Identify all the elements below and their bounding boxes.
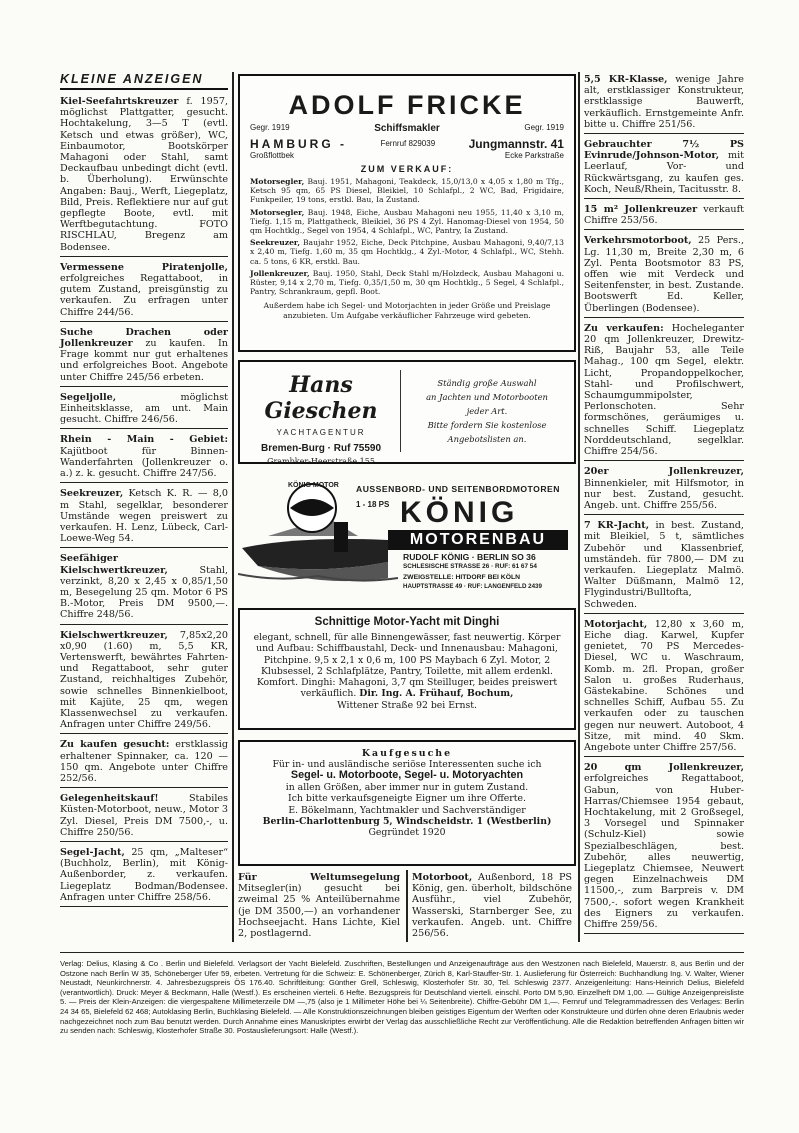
column-divider [406, 870, 408, 942]
classified-ad [60, 551, 228, 624]
column-left [60, 72, 228, 910]
section-title: KLEINE ANZEIGEN [60, 72, 228, 90]
classified-ad [60, 628, 228, 735]
fricke-item-heading: Jollenkreuzer, [250, 268, 310, 278]
column-divider [578, 72, 580, 942]
column-divider [232, 72, 234, 942]
classified-ad [60, 94, 228, 257]
classified-ad [584, 202, 744, 230]
fricke-phone: Fernruf 829039 [380, 139, 436, 148]
fricke-item-text: Bauj. 1948, Eiche, Ausbau Mahagoni neu 1955, 11,40 x 3,10 m, Tiefg. 1,15 m, Plattgatheck, Bleikiel, 36 PS 4 Zyl. Hanomag-Diesel von 1954, 50 qm Hochtklg., Segel von 1954, 4 Schlafpl., WC, Pantry, Ia Zustand. [250, 207, 564, 236]
ad-heading: Segeljolle, [60, 391, 117, 403]
classified-ad [584, 464, 744, 515]
ad-motorboot [412, 870, 572, 945]
classified-ad [60, 325, 228, 387]
fricke-item-heading: Seekreuzer, [250, 238, 300, 248]
classified-ad [584, 233, 744, 317]
ad-heading: Seefähiger Kielschwertkreuzer, [60, 553, 168, 576]
gieschen-subtitle: YACHTAGENTUR [276, 428, 366, 437]
ad-heading: Gebrauchter 7½ PS Evinrude/Johnson-Motor, [584, 139, 744, 162]
ad-text: Binnenkieler, mit Hilfsmotor, in nur best. Zustand, gesucht. Angeb. unt. Chiffre 255/56. [584, 477, 744, 511]
ad-koenig-motorenbau [238, 478, 572, 596]
divider [400, 370, 401, 452]
ads-list-left [60, 94, 228, 907]
classified-ad [584, 760, 744, 934]
ad-heading: Gelegenheitskauf! [60, 793, 159, 805]
fricke-gegr: Gegr. 1919 [524, 123, 564, 132]
ad-text: verkauft Chiffre 253/56. [584, 204, 744, 227]
kauf-line: Ich bitte verkaufsgeneigte Eigner um ihre Offerte. [288, 793, 526, 805]
classified-ad [584, 617, 744, 757]
fricke-item-text: Baujahr 1952, Eiche, Deck Pitchpine, Ausbau Mahagoni, 9,40/7,13 x 2,40 m, Tiefg. 1,60 m, 35 qm Hochtklg., 4 Zyl.-Motor, 4 Schlafpl., WC, Stehh. ca. 5 tons, 6 KR, erstkl. Bau. [250, 238, 564, 266]
ad-text: Kajütboot für Binnen-Wanderfahrten (Jollenkreuzer o. a.) z. k. gesucht. Chiffre 247/56. [60, 445, 228, 480]
ad-text: Mitsegler(in) gesucht bei zweimal 25 % Anteilübernahme (je DM 3500,—) an vorhandener Hochseejacht. Hans Lichte, Kiel 2, postlagernd. [238, 883, 400, 940]
ad-heading: Motorjacht, [584, 618, 648, 630]
koenig-branch: ZWEIGSTELLE: HITDORF BEI KÖLN [403, 574, 521, 581]
gieschen-text: an Jachten und Motorbooten [426, 392, 548, 402]
gieschen-text: Ständig große Auswahl [437, 378, 537, 388]
classified-ad [60, 390, 228, 430]
koenig-ps: 1 - 18 PS [356, 500, 390, 509]
yacht-title: Schnittige Motor-Yacht mit Dinghi [314, 616, 500, 628]
fricke-item-heading: Motorsegler, [250, 177, 305, 186]
koenig-address-line: SCHLESISCHE STRASSE 26 · RUF: 61 67 54 [403, 563, 537, 570]
column-right [584, 72, 744, 937]
classified-ad [60, 432, 228, 483]
fricke-profession: Schiffsmakler [374, 123, 440, 134]
ad-heading: 20 qm Jollenkreuzer, [584, 762, 744, 774]
kauf-title: Kaufgesuche [361, 748, 453, 759]
koenig-logo: KÖNIG [400, 496, 519, 529]
fricke-items [240, 176, 574, 298]
yacht-body: elegant, schnell, für alle Binnengewässer, fast neuwertig. Körper und Aufbau: Schiffbaustahl, Deck- und Innenausbau: Mahagoni, Pitchpine. 9,5 x 2,1 x 0,6 m, 100 PS Maybach 6 Zyl. Motor, 2 Klubsessel, 2 Schlafplätze, Pantry, Toilette, mit allem erdenkl. Komfort. Dinghi: Mahagoni, 3,7 qm Steilluger, beides preiswert verkäuflich. [253, 632, 561, 700]
classified-ad [60, 845, 228, 907]
classified-ad [584, 321, 744, 461]
classified-ad [60, 486, 228, 548]
ad-heading: Kiel-Seefahrtskreuzer [60, 96, 179, 107]
ad-text: mit Leerlauf, Vor- und Rückwärtsgang, zu kaufen ges. Koch, Neuß/Rhein, Tacitusstr. 8. [584, 150, 744, 195]
koenig-headline: AUSSENBORD- UND SEITENBORDMOTOREN [356, 484, 560, 494]
ad-text: Außenbord, 18 PS König, gen. überholt, bildschöne Ausführ., viel Zubehör, Wasserski, Starnberger See, zu verkaufen. Angeb. unt. Chiffre 256/56. [412, 872, 572, 940]
ad-text: Hocheleganter 20 qm Jollenkreuzer, Drewitz-Riß, Baujahr 53, alle Teile Mahag., 100 qm Segel, elektr. Licht, Propandoppelkocher, Stahl- und Profilschwert, Schaumgummipolster, Perlonschoten. Sehr formschönes, geräumiges u. schnelles Schiff. Liegeplatz Norddeutschland, segelklar. Chiffre 254/56. [584, 322, 744, 458]
ad-heading: Kielschwertkreuzer, [60, 629, 168, 641]
classified-ad [60, 791, 228, 842]
gieschen-text: Bitte fordern Sie kostenlose [427, 420, 547, 430]
ad-hans-gieschen [238, 360, 576, 464]
ad-text: Stabiles Küsten-Motorboot, neuw., Motor 3 Zyl. Diesel, Preis DM 7500,-, u. Chiffre 250/56. [60, 793, 228, 838]
ad-text: f. 1957, möglichst Plattgatter, gesucht. Hochtakelung, 3—5 T (evtl. Ketsch und etwas größer), WC, Einbaumotor, Bootskörper Mahagoni oder Stahl, samt Deckaufbau unbedingt dicht (evtl. b. Überholung). Erwünschte Angaben: Bauj., Werft, Liegeplatz, Bild, Preis. Reflektiere nur auf gut gepflegte Boote, evtl. mit Werftbegutachtung. FOTO RISCHLAU, Bregenz am Bodensee. [60, 96, 228, 253]
ad-text: in best. Zustand, mit Bleikiel, 5 t, sämtliches Zubehör und Klassenbrief, umständeh. für 7800,— DM zu verkaufen. Liegeplatz Malmö. Walter Düßmann, Malmö 12, Flygindustri/Bulltofta, Schweden. [584, 520, 744, 610]
fricke-for-sale: ZUM VERKAUF: [360, 164, 454, 174]
classified-ad [584, 72, 744, 134]
koenig-address: RUDOLF KÖNIG · BERLIN SO 36 [403, 552, 536, 562]
ad-text: Ketsch K. R. — 8,0 m Stahl, segelklar, besonderer Umstände wegen preiswert zu verkaufen. H. Lenz, Lübeck, Carl-Loewe-Weg 54. [60, 488, 228, 545]
ad-heading: Motorboot, [412, 872, 473, 883]
kauf-headline: Segel- u. Motorboote, Segel- u. Motoryachten [290, 769, 524, 782]
fricke-corner: Ecke Parkstraße [504, 151, 564, 160]
ad-heading: 15 m² Jollenkreuzer [584, 204, 698, 216]
gieschen-logo: Hans Gieschen [264, 372, 378, 424]
fricke-item [240, 268, 574, 299]
fricke-item-heading: Motorsegler, [250, 207, 305, 217]
ad-heading: 20er Jollenkreuzer, [584, 466, 744, 478]
kauf-line: Für in- und ausländische seriöse Interessenten suche ich [272, 759, 542, 770]
ad-heading: Rhein - Main - Gebiet: [60, 434, 228, 446]
fricke-item-text: Bauj. 1950, Stahl, Deck Stahl m/Holzdeck, Ausbau Mahagoni u. Rüster, 9,14 x 2,70 m, Tiefg. 0,35/1,50 m, 30 qm Hochtklg., 5 Segel, 4 Schlafpl., Pantry, Schrankraum, gepfl. Boot. [250, 268, 564, 297]
gieschen-text: Angebotslisten an. [447, 434, 527, 444]
koenig-band: MOTORENBAU [388, 530, 568, 550]
ad-heading: Zu verkaufen: [584, 322, 664, 334]
ad-motor-yacht [238, 608, 576, 730]
ad-text: wenige Jahre alt, erstklassiger Konstrukteur, erstklassige Bauwerft, verkäuflich. Ernstgemeinte Anfr. bitte u. Chiffre 251/56. [584, 74, 744, 130]
ad-text: möglichst Einheitsklasse, am unt. Main gesucht. Chiffre 246/56. [60, 391, 228, 426]
kauf-line: Gegründet 1920 [368, 827, 446, 839]
ad-text: Stahl, verzinkt, 8,20 x 2,45 x 0,85/1,50 m, Besegelung 25 qm. Motor 6 PS B.-Motor, Preis DM 9500,—. Chiffre 248/56. [60, 564, 228, 621]
koenig-branch-line: HAUPTSTRASSE 49 · RUF: LANGENFELD 2439 [403, 583, 542, 590]
ad-weltumsegelung [238, 870, 400, 945]
ad-text: 12,80 x 3,60 m, Eiche diag. Karwel, Kupfer genietet, 70 PS Mercedes-Diesel, WC u. Waschraum, Komb. m. 2fl. Propan, großer Salon u. großes Ruderhaus, Gästekabine. Schönes und schnelles Schiff, Aufbau 55. Zu verkaufen oder zu tauschen gegen nur neuwert. Autoboot, 4 Sitze, mit mind. 40 Skm. Angebote unter Chiffre 257/56. [584, 618, 744, 753]
ad-heading: Vermessene Piratenjolle, [60, 261, 228, 273]
gieschen-address: Grambker-Heerstraße 155 [267, 457, 375, 466]
fricke-item-text: Bauj. 1951, Mahagoni, Teakdeck, 15,0/13,0 x 4,05 x 1,80 m Tfg., Ketsch 95 qm, 65 PS Diesel, Bleikiel, 10 Schlafpl., 2 WC, Bad, Frigidaire, Funkpeiler, 19 tons, erstkl. Bau, Ia Zustand. [250, 177, 564, 205]
fricke-gegr: Gegr. 1919 [250, 123, 290, 132]
fricke-footer: Außerdem habe ich Segel- und Motorjachten in jeder Größe und Preislage anzubieten. Um Aufgabe verkäuflicher Fahrzeuge wird gebeten. [263, 301, 551, 320]
classified-ad [584, 137, 744, 199]
fricke-item [240, 176, 574, 207]
ad-heading: Für Weltumsegelung [238, 872, 400, 883]
fricke-district: Großflottbek [250, 151, 295, 160]
ad-heading: 7 KR-Jacht, [584, 520, 650, 532]
fricke-item [240, 207, 574, 238]
kauf-line: E. Bökelmann, Yachtmakler und Sachverständiger [288, 804, 526, 816]
ad-text: 25 qm, „Malteser“ (Buchholz, Berlin), mit König-Außenborder, z. verkaufen. Liegeplatz Bodman/Bodensee. Anfragen unter Chiffre 258/56. [60, 846, 228, 903]
fricke-item [240, 237, 574, 268]
fricke-name: ADOLF FRICKE [288, 90, 526, 120]
kauf-address: Berlin-Charlottenburg 5, Windscheidstr. 1 (Westberlin) [262, 816, 552, 828]
ad-heading: Verkehrsmotorboot, [584, 235, 692, 247]
ad-text: zu kaufen. In Frage kommt nur gut erhaltenes und erfolgreiches Boot. Angebote unter Chiffre 245/56 erbeten. [60, 338, 228, 383]
ad-heading: Segel-Jacht, [60, 846, 125, 858]
ads-list-right [584, 72, 744, 934]
publisher-footer: Verlag: Delius, Klasing & Co . Berlin und Bielefeld. Verlagsort der Yacht Bielefeld. Zuschriften, Bestellungen und Anzeigenaufträge aus den Westzonen nach Bielefeld, Mauerstr. 8, aus Berlin und der Ostzone nach Berlin W 35, Schöneberger Ufer 59, erbeten. Vertretung für die Schweiz: E. Schönenberger, Zürich 8, Karl-Stauffer-Str. 1. Auslieferung für Österreich: Buchhandlung Ing. V. Walter, Wiener Neustadt, Neunkirchnerstr. 4. Jahresbezugspreis ÖS 176.40. Schriftleitung: Günther Grell, Schleswig, Klosterhofer Str. 30, Tel. Schleswig 2377. Anzeigenleitung: Hans-Heinrich Delius, Bielefeld (verantwortlich). Druck: Meyer & Beckmann, Halle (Westf.). Es erscheinen vierteli. 6 Hefte. Bezugspreis für Deutschland vierteli. einschl. Porto DM 5,90. Einzelheft DM 1,00. — Gültige Anzeigenpreisliste 5. — Preis der Klein-Anzeigen: die viergespaltene Millimeterzeile DM —,75 (also je 1 Millimeter Höhe bei ¼ Seitenbreite). Chiffre-Gebühr DM 1,—. Fernruf und Telegrammadressen des Verlages: Berlin 24 34 65, Bielefeld 62 468; Autoklasing Berlin, Buchklasing Bielefeld. — Alle Konstruktionszeichnungen bleiben geistiges Eigentum der Werften oder Konstrukteure und dürfen ohne deren Erlaubnis weder nachgezeichnet noch zum Bau benutzt werden. Durch Annahme eines Manuskriptes erwirbt der Verlag das ausschließliche Recht zur Veröffentlichung. Alle die Redaktion betreffenden Anfragen bitten wir zu senden nach: Schleswig, Klosterhofer Straße 30. Postauslieferungsort: Halle (Westf.). [60, 952, 744, 1036]
koenig-round-logo: KÖNIG MOTOR [288, 482, 339, 489]
classified-ad [60, 260, 228, 322]
yacht-contact: Dir. Ing. A. Frühauf, Bochum, [359, 688, 514, 700]
yacht-street: Wittener Straße 92 bei Ernst. [337, 699, 477, 711]
kauf-line: in allen Größen, aber immer nur in gutem Zustand. [285, 781, 529, 793]
fricke-street: Jungmannstr. 41 [468, 137, 564, 151]
ad-heading: Zu kaufen gesucht: [60, 739, 170, 751]
gieschen-text: jeder Art. [466, 406, 508, 416]
gieschen-city: Bremen-Burg · Ruf 75590 [260, 443, 382, 454]
ad-text: 7,85x2,20 x0,90 (1.60) m, 5,5 KR, Vertenswerft, bewährtes Fahrten- und Regattaboot, sehr guter Zustand, reichhaltiges Zubehör, sowie schnelles Binnenkielboot, mit Kajüte, 25 qm, wegen Klassenwechsel zu verkaufen. Anfragen unter Chiffre 249/56. [60, 629, 228, 731]
fricke-city: HAMBURG - [250, 137, 347, 151]
classified-ad [60, 737, 228, 788]
ad-text: erstklassig erhaltener Spinnaker, ca. 120 — 150 qm. Angebote unter Chiffre 252/56. [60, 739, 228, 784]
ad-adolf-fricke [238, 74, 576, 352]
ad-kaufgesuche [238, 740, 576, 866]
ad-text: erfolgreiches Regattaboot, Gabun, von Huber-Harras/Chiemsee 1954 gebaut, Hochtakelung, mit 2 Großsegel, 3 Vorsegel und Spinnaker (Schulz-Kiel) sowie Spezialbeschlägen, best. Zubehör, alles neuwertig, Liegeplatz Chiemsee, Neuwert gegen Einzelnachweis DM 11500,-, zum Barpreis v. DM 7500,-. sofort wegen Krankheit des Eigners zu verkaufen. Chiffre 259/56. [584, 773, 744, 931]
ad-heading: Seekreuzer, [60, 488, 124, 500]
ad-text: 25 Pers., Lg. 11,30 m, Breite 2,30 m, 6 Zyl. Penta Bootsmotor 83 PS, offen wie mit Verdeck und Seitenfenster, in best. Zustande. Bootswerft Ed. Keller, Überlingen (Bodensee). [584, 235, 744, 314]
ad-text: erfolgreiches Regattaboot, in gutem Zustand, preisgünstig zu verkaufen. Zu erfragen unter Chiffre 244/56. [60, 273, 228, 318]
classified-ad [584, 518, 744, 614]
ad-heading: Suche Drachen oder Jollenkreuzer [60, 326, 228, 350]
ad-heading: 5,5 KR-Klasse, [584, 74, 668, 85]
